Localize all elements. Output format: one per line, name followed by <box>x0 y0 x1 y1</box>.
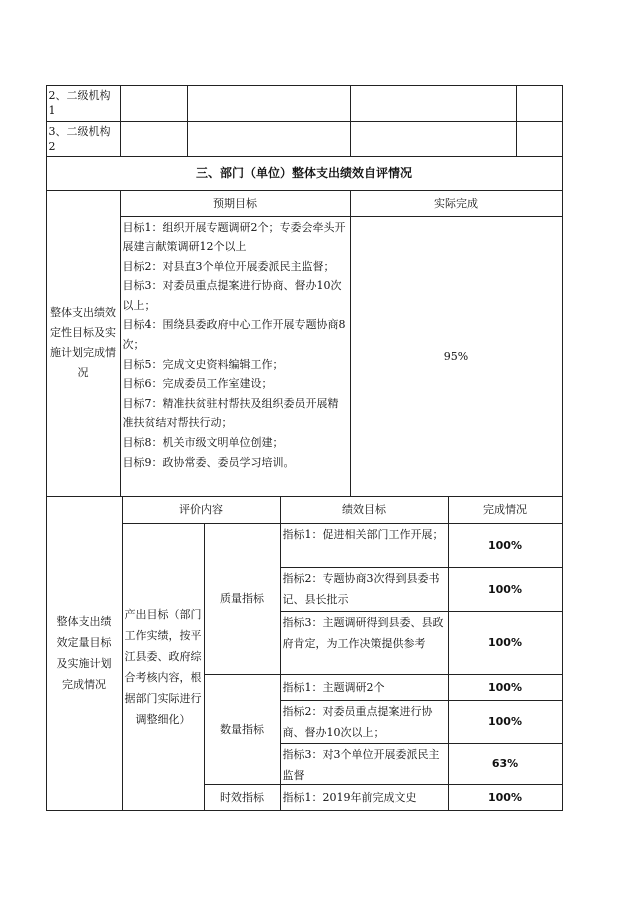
indicator-status: 100% <box>448 700 563 744</box>
row-label: 2、二级机构 1 <box>46 85 121 122</box>
indicator-status: 100% <box>448 611 563 675</box>
indicator-target: 指标1：主题调研2个 <box>280 674 449 701</box>
empty-cell <box>187 85 351 122</box>
empty-cell <box>516 85 563 122</box>
content-header: 评价内容 <box>122 496 281 524</box>
section-title: 三、部门（单位）整体支出绩效自评情况 <box>46 156 563 191</box>
indicator-status: 100% <box>448 523 563 568</box>
qualitative-label: 整体支出绩效定性目标及实施计划完成情况 <box>46 190 121 497</box>
indicator-status: 100% <box>448 567 563 612</box>
quantitative-label: 整体支出绩效定量目标及实施计划完成情况 <box>46 496 123 811</box>
target-item: 目标3：对委员重点提案进行协商、督办10次以上； <box>122 279 342 312</box>
empty-cell <box>350 85 517 122</box>
indicator-target: 指标1：促进相关部门工作开展； <box>280 523 449 568</box>
actual-header: 实际完成 <box>350 190 563 217</box>
target-item: 目标7：精准扶贫驻村帮扶及组织委员开展精准扶贫结对帮扶行动； <box>122 396 339 430</box>
target-item: 目标1：组织开展专题调研2个；专委会牵头开展建言献策调研12个以上 <box>122 220 346 254</box>
indicator-target: 指标3：主题调研得到县委、县政府肯定，为工作决策提供参考 <box>280 611 449 675</box>
indicator-target: 指标3：对3个单位开展委派民主监督 <box>280 743 449 785</box>
empty-cell <box>350 121 517 157</box>
empty-cell <box>120 121 188 157</box>
target-item: 目标4：围绕县委政府中心工作开展专题协商8次； <box>122 318 346 352</box>
empty-cell <box>516 121 563 157</box>
target-item: 目标6：完成委员工作室建设； <box>122 377 273 391</box>
row-label: 3、二级机构 2 <box>46 121 121 157</box>
quantity-label: 数量指标 <box>204 674 281 785</box>
indicator-status: 100% <box>448 674 563 701</box>
target-header: 绩效目标 <box>280 496 449 524</box>
indicator-status: 100% <box>448 784 563 811</box>
indicator-target: 指标1：2019年前完成文史 <box>280 784 449 811</box>
indicator-status: 63% <box>448 743 563 785</box>
empty-cell <box>187 121 351 157</box>
target-item: 目标9：政协常委、委员学习培训。 <box>122 455 295 469</box>
output-goal: 产出目标（部门工作实绩，按平江县委、政府综合考核内容，根据部门实际进行调整细化） <box>122 523 205 811</box>
quality-label: 质量指标 <box>204 523 281 675</box>
indicator-target: 指标2：专题协商3次得到县委书记、县长批示 <box>280 567 449 612</box>
target-item: 目标8：机关市级文明单位创建； <box>122 436 284 450</box>
target-item: 目标5：完成文史资料编辑工作； <box>122 357 284 371</box>
status-header: 完成情况 <box>448 496 563 524</box>
indicator-target: 指标2：对委员重点提案进行协商、督办10次以上； <box>280 700 449 744</box>
expected-header: 预期目标 <box>120 190 351 217</box>
empty-cell <box>120 85 188 122</box>
actual-value: 95% <box>350 216 563 497</box>
target-item: 目标2：对县直3个单位开展委派民主监督； <box>122 259 335 273</box>
time-label: 时效指标 <box>204 784 281 811</box>
target-list <box>120 216 351 497</box>
